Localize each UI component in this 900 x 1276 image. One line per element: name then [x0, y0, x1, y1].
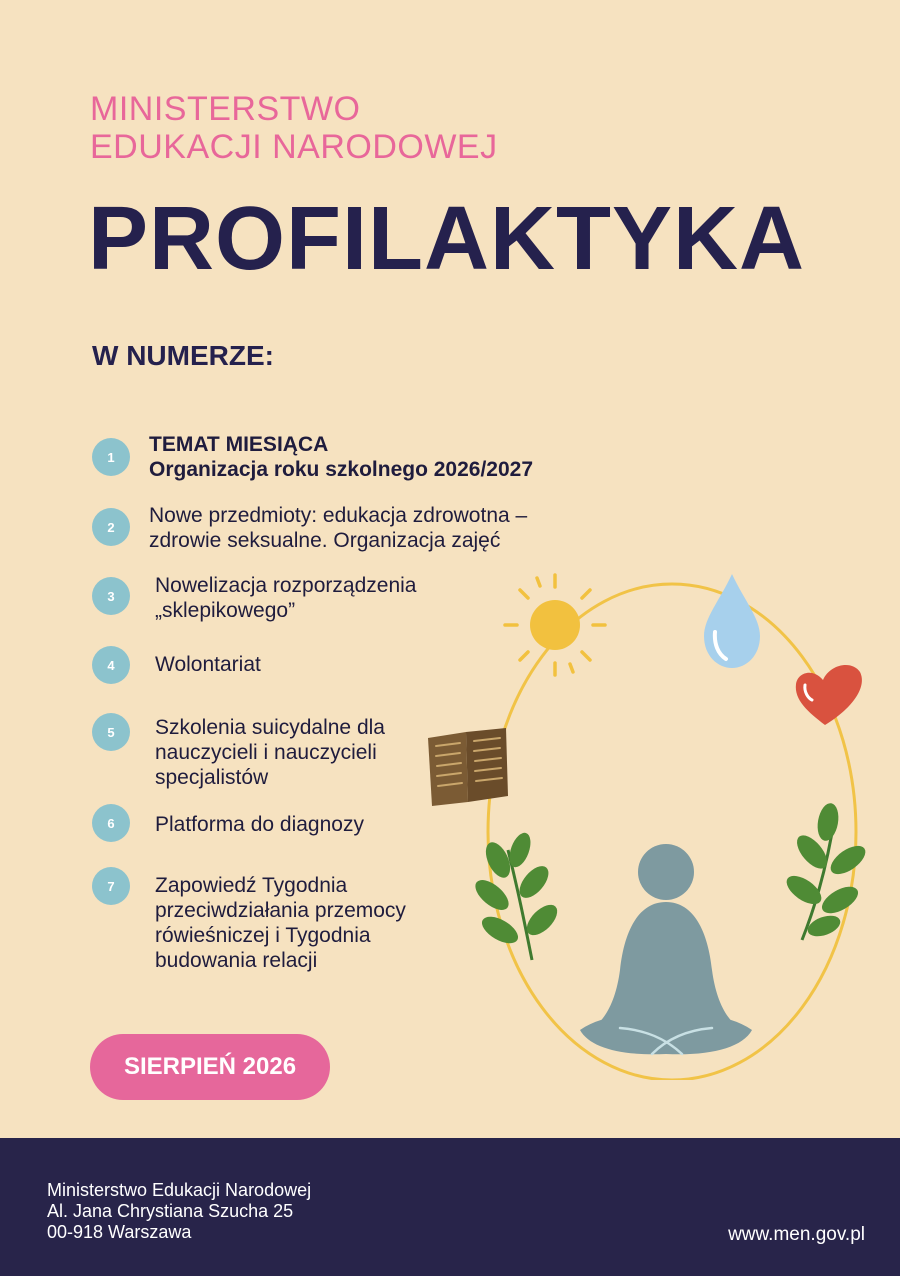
address-line: Ministerstwo Edukacji Narodowej — [47, 1180, 312, 1200]
number-badge: 7 — [92, 867, 130, 905]
item-line: Organizacja roku szkolnego 2026/2027 — [149, 458, 534, 481]
address-line: 00-918 Warszawa — [47, 1222, 192, 1242]
item-line: rówieśniczej i Tygodnia — [155, 924, 371, 947]
sun-icon — [505, 575, 605, 675]
meditating-person-icon — [580, 844, 752, 1054]
number-badge: 5 — [92, 713, 130, 751]
item-line: TEMAT MIESIĄCA — [149, 433, 329, 456]
footer — [0, 1138, 900, 1276]
item-line: Platforma do diagnozy — [155, 813, 364, 836]
item-line: przeciwdziałania przemocy — [155, 899, 406, 922]
item-line: Wolontariat — [155, 653, 261, 676]
leaf-branch-icon — [470, 830, 562, 960]
item-line: nauczycieli i nauczycieli — [155, 741, 377, 764]
item-line: zdrowie seksualne. Organizacja zajęć — [149, 529, 501, 552]
wellbeing-illustration — [420, 560, 890, 1080]
item-line: „sklepikowego” — [155, 599, 296, 622]
item-line: Nowelizacja rozporządzenia — [155, 574, 417, 597]
item-line: specjalistów — [155, 766, 269, 789]
page-title: PROFILAKTYKA — [88, 189, 805, 289]
number-badge: 6 — [92, 804, 130, 842]
number-badge: 4 — [92, 646, 130, 684]
item-line: Zapowiedź Tygodnia — [155, 874, 348, 897]
address-line: Al. Jana Chrystiana Szucha 25 — [47, 1201, 294, 1221]
number-badge: 2 — [92, 508, 130, 546]
footer-address — [47, 1180, 311, 1243]
section-heading: W NUMERZE: — [92, 340, 274, 371]
item-line: Szkolenia suicydalne dla — [155, 716, 385, 739]
issue-date-badge: SIERPIEŃ 2026 — [90, 1034, 330, 1100]
number-badge: 1 — [92, 438, 130, 476]
website-link[interactable]: www.men.gov.pl — [728, 1224, 865, 1245]
item-line: Nowe przedmioty: edukacja zdrowotna – — [149, 504, 528, 527]
heart-icon — [796, 665, 862, 725]
ministry-line-1: MINISTERSTWO — [90, 90, 361, 128]
item-line: budowania relacji — [155, 949, 318, 972]
water-drop-icon — [704, 574, 760, 668]
book-icon — [428, 728, 508, 806]
ministry-line-2: EDUKACJI NARODOWEJ — [90, 128, 498, 166]
ministry-name — [90, 90, 498, 166]
number-badge: 3 — [92, 577, 130, 615]
